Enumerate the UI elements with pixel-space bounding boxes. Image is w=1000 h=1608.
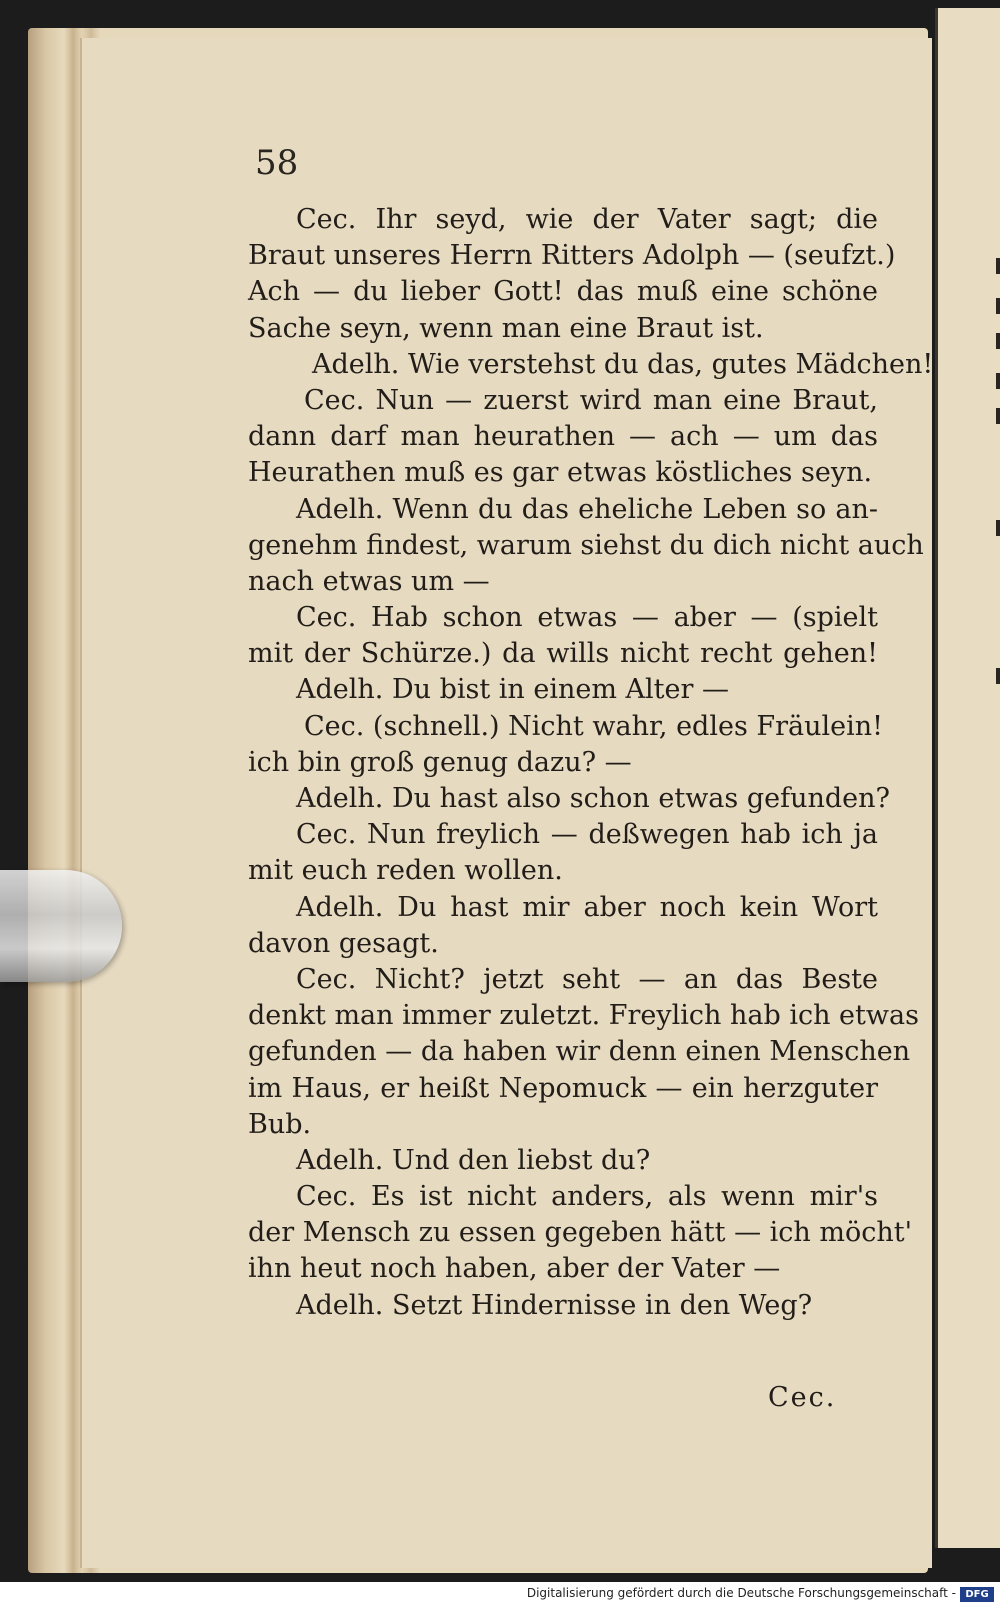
facing-page-text-fragment bbox=[996, 373, 1000, 389]
text-line: dann darf man heurathen — ach — um das bbox=[248, 421, 878, 453]
facing-page-text-fragment bbox=[996, 520, 1000, 536]
text-line: Braut unseres Herrn Ritters Adolph — (seufzt.) bbox=[248, 240, 896, 272]
text-line: gefunden — da haben wir denn einen Menschen bbox=[248, 1036, 911, 1068]
text-line: im Haus, er heißt Nepomuck — ein herzguter bbox=[248, 1072, 878, 1104]
text-line: Adelh. Und den liebst du? bbox=[296, 1144, 651, 1176]
text-line: Cec. (schnell.) Nicht wahr, edles Fräulein! bbox=[304, 710, 883, 742]
text-line: Cec. Hab schon etwas — aber — (spielt bbox=[296, 602, 878, 634]
facing-page-text-fragment bbox=[996, 333, 1000, 349]
text-line: ihn heut noch haben, aber der Vater — bbox=[248, 1253, 781, 1285]
facing-page-text-fragment bbox=[996, 298, 1000, 314]
page-text bbox=[248, 202, 934, 1324]
text-line: genehm findest, warum siehst du dich nicht auch bbox=[248, 529, 924, 561]
text-line: Adelh. Du bist in einem Alter — bbox=[296, 674, 730, 706]
text-line: Cec. Nicht? jetzt seht — an das Beste bbox=[296, 963, 878, 995]
footer-credit: Digitalisierung gefördert durch die Deutsche Forschungsgemeinschaft - bbox=[526, 1586, 956, 1600]
footer-bar bbox=[0, 1582, 1000, 1608]
facing-page-text-fragment bbox=[996, 668, 1000, 684]
page-number: 58 bbox=[255, 143, 299, 183]
text-line: denkt man immer zuletzt. Freylich hab ich etwas bbox=[248, 1000, 919, 1032]
facing-page-text-fragment bbox=[996, 408, 1000, 424]
text-line: Adelh. Du hast mir aber noch kein Wort bbox=[296, 891, 878, 923]
facing-page-text-fragment bbox=[996, 258, 1000, 274]
text-line: Adelh. Wenn du das eheliche Leben so an- bbox=[296, 493, 878, 525]
text-line: Adelh. Wie verstehst du das, gutes Mädchen! bbox=[312, 348, 934, 380]
text-line: Heurathen muß es gar etwas köstliches seyn. bbox=[248, 457, 873, 489]
text-line: mit der Schürze.) da wills nicht recht gehen! bbox=[248, 638, 878, 670]
text-line: Bub. bbox=[248, 1108, 312, 1140]
text-line: Adelh. Du hast also schon etwas gefunden? bbox=[296, 783, 890, 814]
text-line: ich bin groß genug dazu? — bbox=[248, 746, 632, 778]
catchword: Cec. bbox=[768, 1382, 837, 1413]
text-line: Cec. Es ist nicht anders, als wenn mir's bbox=[296, 1181, 878, 1213]
text-line: Cec. Ihr seyd, wie der Vater sagt; die bbox=[296, 204, 878, 235]
text-line: Ach — du lieber Gott! das muß eine schöne bbox=[248, 276, 878, 308]
text-line: mit euch reden wollen. bbox=[248, 855, 563, 887]
text-line: nach etwas um — bbox=[248, 565, 490, 597]
text-line: der Mensch zu essen gegeben hätt — ich möcht' bbox=[248, 1217, 913, 1249]
facing-page-edge bbox=[935, 8, 1000, 1548]
dfg-logo[interactable]: DFG bbox=[960, 1587, 994, 1602]
text-line: davon gesagt. bbox=[248, 927, 439, 959]
text-line: Cec. Nun — zuerst wird man eine Braut, bbox=[304, 384, 878, 416]
text-line: Adelh. Setzt Hindernisse in den Weg? bbox=[296, 1289, 813, 1321]
page-clip bbox=[0, 870, 122, 982]
text-line: Sache seyn, wenn man eine Braut ist. bbox=[248, 312, 764, 344]
text-line: Cec. Nun freylich — deßwegen hab ich ja bbox=[296, 819, 878, 851]
